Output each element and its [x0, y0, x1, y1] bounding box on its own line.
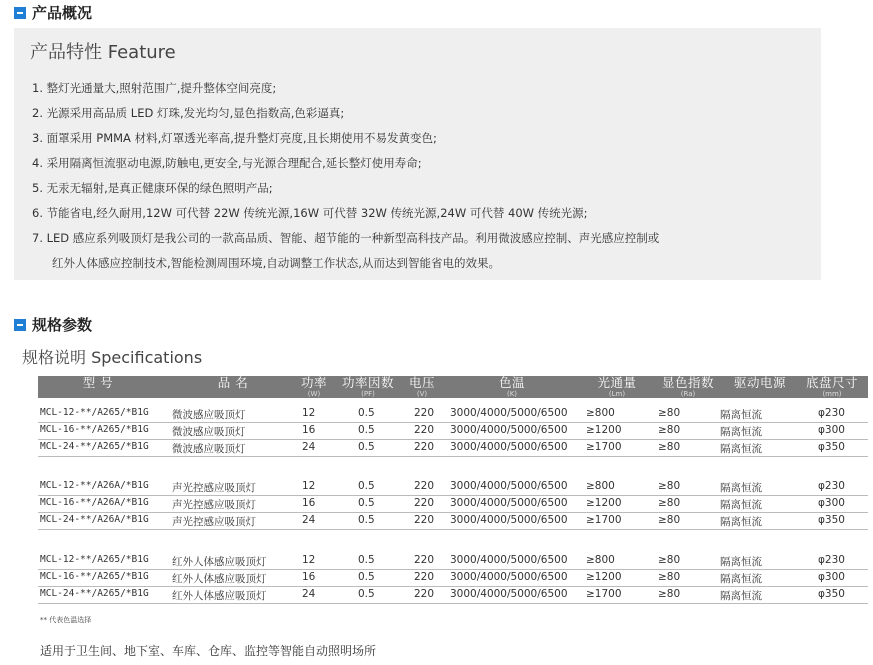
- column-header: [652, 376, 724, 398]
- column-header-unit: (PF): [361, 390, 375, 398]
- table-cell: 0.5: [358, 588, 375, 600]
- column-header: [294, 376, 334, 398]
- table-cell: φ300: [818, 424, 845, 436]
- table-cell: ≥1700: [586, 441, 622, 453]
- table-cell: 3000/4000/5000/6500: [450, 571, 568, 583]
- table-cell: MCL-24-**/A265/*B1G: [40, 588, 149, 599]
- column-header-label: 显色指数: [661, 375, 714, 390]
- table-cell: 0.5: [358, 480, 375, 492]
- table-cell: 声光控感应吸顶灯: [172, 499, 256, 511]
- table-cell: ≥80: [658, 571, 681, 583]
- table-cell: 微波感应吸顶灯: [172, 409, 246, 421]
- column-header-label: 电压: [408, 375, 435, 390]
- table-row: [38, 569, 868, 587]
- column-header-label: 功率因数: [341, 375, 394, 390]
- table-cell: φ230: [818, 480, 845, 492]
- table-cell: 16: [302, 571, 316, 583]
- specs-heading: [14, 314, 92, 335]
- table-cell: 隔离恒流: [720, 499, 762, 511]
- table-cell: ≥1200: [586, 424, 622, 436]
- table-cell: ≥80: [658, 588, 681, 600]
- table-cell: 0.5: [358, 554, 375, 566]
- feature-item-line: 红外人体感应控制技术,智能检测周围环境,自动调整工作状态,从而达到智能省电的效果。: [52, 256, 500, 270]
- column-header-unit: (K): [506, 390, 518, 398]
- table-cell: 0.5: [358, 407, 375, 419]
- table-cell: 0.5: [358, 441, 375, 453]
- table-cell: 3000/4000/5000/6500: [450, 407, 568, 419]
- table-cell: 隔离恒流: [720, 573, 762, 585]
- column-header: [796, 376, 868, 398]
- table-cell: 隔离恒流: [720, 556, 762, 568]
- column-header-label: 底盘尺寸: [805, 375, 858, 390]
- column-header: [402, 376, 442, 398]
- feature-title: 产品特性 Feature: [30, 42, 176, 63]
- column-header-label: 品 名: [217, 375, 249, 390]
- table-cell: 0.5: [358, 497, 375, 509]
- table-cell: ≥80: [658, 407, 681, 419]
- table-cell: 3000/4000/5000/6500: [450, 480, 568, 492]
- table-cell: 24: [302, 588, 316, 600]
- note: ** 代表色温选择: [40, 616, 92, 624]
- table-cell: 220: [414, 441, 435, 453]
- table-row: [38, 495, 868, 513]
- column-header-unit: (Ra): [680, 390, 696, 398]
- table-cell: 220: [414, 497, 435, 509]
- table-cell: ≥1700: [586, 514, 622, 526]
- column-header-unit: (V): [416, 390, 428, 398]
- table-cell: 红外人体感应吸顶灯: [172, 556, 267, 568]
- table-cell: 220: [414, 407, 435, 419]
- table-cell: 隔离恒流: [720, 443, 762, 455]
- column-header-label: 色温: [498, 375, 525, 390]
- minus-square-icon: [14, 319, 26, 331]
- feature-item: 6. 节能省电,经久耐用,12W 可代替 22W 传统光源,16W 可代替 32W 传统光源,24W 可代替 40W 传统光源;: [32, 206, 588, 220]
- table-cell: 24: [302, 441, 316, 453]
- table-cell: 12: [302, 407, 316, 419]
- table-row: [38, 478, 868, 496]
- column-header-label: 光通量: [597, 375, 637, 390]
- table-cell: 3000/4000/5000/6500: [450, 441, 568, 453]
- table-cell: 微波感应吸顶灯: [172, 426, 246, 438]
- spec-table-header: [38, 376, 868, 398]
- feature-list: [32, 76, 812, 276]
- table-cell: 220: [414, 514, 435, 526]
- feature-item: [32, 226, 812, 276]
- table-cell: MCL-24-**/A265/*B1G: [40, 441, 149, 452]
- table-cell: 声光控感应吸顶灯: [172, 482, 256, 494]
- table-cell: 3000/4000/5000/6500: [450, 424, 568, 436]
- column-header-label: 功率: [300, 375, 327, 390]
- feature-item: 1. 整灯光通量大,照射范围广,提升整体空间亮度;: [32, 81, 277, 95]
- table-row: [38, 422, 868, 440]
- feature-item: 4. 采用隔离恒流驱动电源,防触电,更安全,与光源合理配合,延长整灯使用寿命;: [32, 156, 422, 170]
- table-cell: 3000/4000/5000/6500: [450, 514, 568, 526]
- column-header-label: 型 号: [82, 375, 114, 390]
- footer-text: 适用于卫生间、地下室、车库、仓库、监控等智能自动照明场所: [40, 644, 377, 658]
- column-header: [168, 376, 298, 398]
- table-cell: ≥80: [658, 441, 681, 453]
- table-cell: MCL-12-**/A26A/*B1G: [40, 480, 149, 491]
- spec-title: 规格说明 Specifications: [22, 348, 203, 367]
- column-header: [724, 376, 796, 398]
- table-cell: 微波感应吸顶灯: [172, 443, 246, 455]
- table-cell: 隔离恒流: [720, 516, 762, 528]
- table-cell: φ230: [818, 554, 845, 566]
- minus-square-icon: [14, 7, 26, 19]
- table-cell: 0.5: [358, 424, 375, 436]
- feature-item-line: 7. LED 感应系列吸顶灯是我公司的一款高品质、智能、超节能的一种新型高科技产品。利用微波感应控制、声光感应控制或: [32, 231, 660, 245]
- table-cell: φ350: [818, 441, 845, 453]
- table-cell: 红外人体感应吸顶灯: [172, 573, 267, 585]
- table-cell: 3000/4000/5000/6500: [450, 554, 568, 566]
- overview-heading: [14, 2, 92, 23]
- table-cell: 3000/4000/5000/6500: [450, 497, 568, 509]
- table-cell: MCL-12-**/A265/*B1G: [40, 554, 149, 565]
- table-cell: MCL-12-**/A265/*B1G: [40, 407, 149, 418]
- table-cell: ≥800: [586, 480, 615, 492]
- table-row: [38, 405, 868, 423]
- table-cell: ≥800: [586, 554, 615, 566]
- table-cell: 220: [414, 588, 435, 600]
- table-cell: MCL-16-**/A265/*B1G: [40, 571, 149, 582]
- table-cell: 0.5: [358, 514, 375, 526]
- table-cell: 声光控感应吸顶灯: [172, 516, 256, 528]
- column-header: [334, 376, 402, 398]
- feature-item: 3. 面罩采用 PMMA 材料,灯罩透光率高,提升整灯亮度,且长期使用不易发黄变色;: [32, 131, 437, 145]
- column-header-unit: (Lm): [608, 390, 626, 398]
- column-header-unit: (W): [307, 390, 321, 398]
- table-row: [38, 439, 868, 457]
- specs-heading-text: 规格参数: [32, 316, 93, 334]
- table-cell: 220: [414, 571, 435, 583]
- table-cell: 隔离恒流: [720, 426, 762, 438]
- column-header-label: 驱动电源: [733, 375, 786, 390]
- table-cell: 0.5: [358, 571, 375, 583]
- column-header: [38, 376, 158, 398]
- table-row: [38, 586, 868, 604]
- table-cell: φ350: [818, 514, 845, 526]
- table-cell: ≥1200: [586, 571, 622, 583]
- table-cell: MCL-24-**/A26A/*B1G: [40, 514, 149, 525]
- table-cell: φ300: [818, 571, 845, 583]
- table-cell: ≥1200: [586, 497, 622, 509]
- table-cell: ≥80: [658, 554, 681, 566]
- feature-item: 2. 光源采用高品质 LED 灯珠,发光均匀,显色指数高,色彩逼真;: [32, 106, 345, 120]
- table-cell: ≥80: [658, 424, 681, 436]
- column-header: [582, 376, 652, 398]
- table-cell: MCL-16-**/A265/*B1G: [40, 424, 149, 435]
- table-cell: 隔离恒流: [720, 482, 762, 494]
- table-cell: 220: [414, 480, 435, 492]
- table-cell: φ350: [818, 588, 845, 600]
- table-cell: ≥80: [658, 514, 681, 526]
- table-cell: 16: [302, 424, 316, 436]
- table-cell: 24: [302, 514, 316, 526]
- table-cell: ≥1700: [586, 588, 622, 600]
- table-cell: φ230: [818, 407, 845, 419]
- column-header: [442, 376, 582, 398]
- overview-heading-text: 产品概况: [32, 4, 93, 22]
- table-cell: 红外人体感应吸顶灯: [172, 590, 267, 602]
- feature-item: 5. 无汞无辐射,是真正健康环保的绿色照明产品;: [32, 181, 273, 195]
- table-cell: 220: [414, 424, 435, 436]
- table-cell: ≥800: [586, 407, 615, 419]
- table-cell: 3000/4000/5000/6500: [450, 588, 568, 600]
- table-cell: ≥80: [658, 480, 681, 492]
- table-row: [38, 552, 868, 570]
- table-cell: 隔离恒流: [720, 409, 762, 421]
- table-cell: 220: [414, 554, 435, 566]
- feature-box: [14, 28, 821, 280]
- table-cell: 16: [302, 497, 316, 509]
- table-cell: 隔离恒流: [720, 590, 762, 602]
- table-cell: φ300: [818, 497, 845, 509]
- column-header-unit: (mm): [822, 390, 842, 398]
- table-cell: 12: [302, 480, 316, 492]
- table-cell: 12: [302, 554, 316, 566]
- table-cell: MCL-16-**/A26A/*B1G: [40, 497, 149, 508]
- table-row: [38, 512, 868, 530]
- table-cell: ≥80: [658, 497, 681, 509]
